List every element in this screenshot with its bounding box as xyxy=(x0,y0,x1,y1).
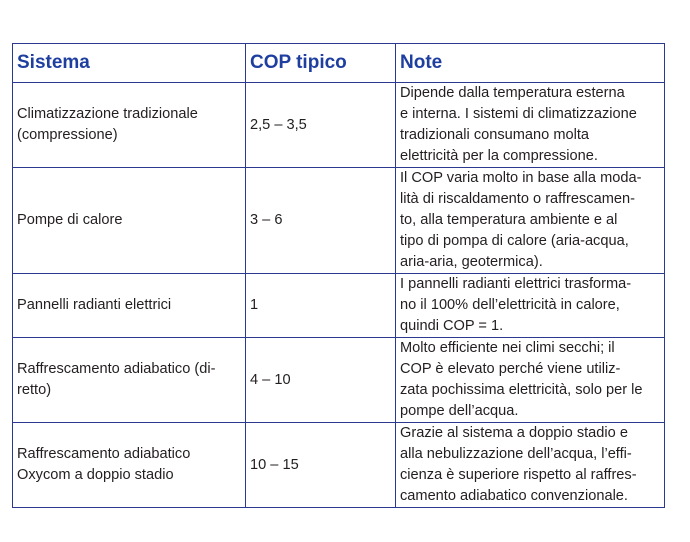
table-row xyxy=(13,338,665,423)
notes-cell: I pannelli radianti elettrici trasforma- no il 100% dell’elettricità in calore, quindi COP = 1. xyxy=(396,274,665,338)
cop-cell: 10 – 15 xyxy=(246,423,396,508)
system-cell: Climatizzazione tradizionale (compressione) xyxy=(13,83,246,168)
table-row xyxy=(13,274,665,338)
system-cell: Raffrescamento adiabatico Oxycom a doppio stadio xyxy=(13,423,246,508)
notes-cell: Il COP varia molto in base alla moda- lità di riscaldamento o raffrescamen- to, alla temperatura ambiente e al tipo di pompa di calore (aria-acqua, aria-aria, geotermica). xyxy=(396,168,665,274)
notes-cell: Grazie al sistema a doppio stadio e alla nebulizzazione dell’acqua, l’effi- cienza è superiore rispetto al raffres- camento adiabatico convenzionale. xyxy=(396,423,665,508)
cop-cell: 4 – 10 xyxy=(246,338,396,423)
table-header-row xyxy=(13,44,665,83)
cop-cell: 1 xyxy=(246,274,396,338)
notes-cell: Dipende dalla temperatura esterna e interna. I sistemi di climatizzazione tradizionali consumano molta elettricità per la compressione. xyxy=(396,83,665,168)
notes-cell: Molto efficiente nei climi secchi; il COP è elevato perché viene utiliz- zata pochissima elettricità, solo per le pompe dell’acqua. xyxy=(396,338,665,423)
header-system: Sistema xyxy=(13,44,246,83)
table-row xyxy=(13,168,665,274)
system-cell: Raffrescamento adiabatico (di- retto) xyxy=(13,338,246,423)
table-row xyxy=(13,83,665,168)
table-row xyxy=(13,423,665,508)
cop-comparison-table xyxy=(12,43,665,508)
system-cell: Pannelli radianti elettrici xyxy=(13,274,246,338)
header-cop: COP tipico xyxy=(246,44,396,83)
cop-cell: 2,5 – 3,5 xyxy=(246,83,396,168)
cop-cell: 3 – 6 xyxy=(246,168,396,274)
system-cell: Pompe di calore xyxy=(13,168,246,274)
header-notes: Note xyxy=(396,44,665,83)
